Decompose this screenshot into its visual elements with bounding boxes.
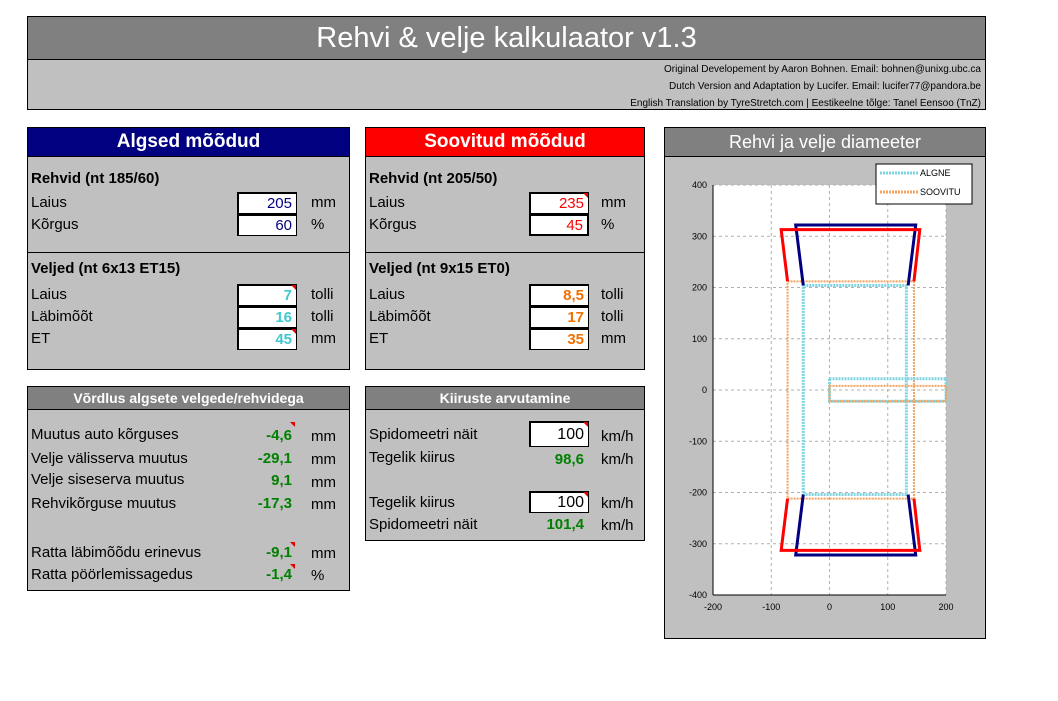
- comparison-row-unit: mm: [311, 451, 336, 468]
- x-tick-label: 200: [938, 602, 954, 612]
- comparison-row-value: -17,3: [257, 495, 292, 512]
- original-et-input[interactable]: 45: [237, 328, 297, 350]
- comment-marker-icon: [583, 492, 588, 497]
- real-speed-unit-2: km/h: [601, 495, 634, 512]
- real-speed-input[interactable]: 100: [529, 491, 589, 513]
- y-tick-label: 400: [691, 180, 707, 190]
- desired-rim-width-label: Laius: [369, 286, 405, 303]
- page-title: Rehvi & velje kalkulaator v1.3: [28, 17, 985, 60]
- original-height-label: Kõrgus: [31, 216, 79, 233]
- desired-divider: [366, 252, 644, 253]
- original-width-label: Laius: [31, 194, 67, 211]
- speedo-unit: km/h: [601, 428, 634, 445]
- original-height-unit: %: [311, 216, 325, 233]
- original-width-unit: mm: [311, 194, 336, 211]
- comparison-row-unit: mm: [311, 474, 336, 491]
- comment-marker-icon: [291, 329, 296, 334]
- legend-label-soovitud: SOOVITU: [920, 187, 961, 197]
- original-header: Algsed mõõdud: [28, 128, 349, 157]
- real-speed-label: Tegelik kiirus: [369, 449, 455, 466]
- desired-height-label: Kõrgus: [369, 216, 417, 233]
- desired-et-label: ET: [369, 330, 389, 347]
- comparison-row-unit: mm: [311, 545, 336, 562]
- desired-height-input[interactable]: 45: [529, 214, 589, 236]
- desired-tires-label: Rehvid (nt 205/50): [369, 170, 498, 187]
- desired-rim-width-unit: tolli: [601, 286, 624, 303]
- comment-marker-icon: [583, 193, 588, 198]
- comparison-row-unit: %: [311, 567, 325, 584]
- speed-panel: [365, 386, 645, 541]
- comparison-row-value: 9,1: [271, 472, 292, 489]
- comparison-row-label: Ratta pöörlemissagedus: [31, 566, 193, 583]
- desired-height-unit: %: [601, 216, 615, 233]
- comment-marker-icon: [290, 422, 295, 427]
- comparison-header: Võrdlus algsete velgede/rehvidega: [28, 387, 349, 410]
- desired-et-unit: mm: [601, 330, 626, 347]
- diameter-chart: [665, 156, 987, 640]
- original-height-input[interactable]: 60: [237, 214, 297, 236]
- title-banner: [27, 16, 986, 110]
- desired-width-label: Laius: [369, 194, 405, 211]
- comparison-row-value: -4,6: [266, 427, 292, 444]
- real-speed-value: 98,6: [554, 451, 584, 468]
- comparison-row-unit: mm: [311, 428, 336, 445]
- original-rim-diam-input[interactable]: 16: [237, 306, 297, 328]
- comparison-panel: [27, 386, 350, 591]
- desired-rim-diam-unit: tolli: [601, 308, 624, 325]
- y-tick-label: -400: [688, 590, 707, 600]
- y-tick-label: -200: [688, 487, 707, 498]
- y-tick-label: 100: [691, 333, 707, 344]
- comment-marker-icon: [291, 285, 296, 290]
- desired-panel: [365, 127, 645, 370]
- comment-marker-icon: [290, 542, 295, 547]
- y-tick-label: -300: [688, 538, 707, 549]
- comparison-row-label: Muutus auto kõrguses: [31, 426, 179, 443]
- comparison-row-value: -29,1: [257, 450, 292, 467]
- y-tick-label: 200: [691, 282, 707, 293]
- comparison-row-label: Velje siseserva muutus: [31, 471, 185, 488]
- credit-line-1: Original Developement by Aaron Bohnen. Email: bohnen@unixg.ubc.ca: [663, 64, 981, 75]
- y-tick-label: -100: [688, 436, 707, 447]
- y-tick-label: 300: [691, 231, 707, 242]
- desired-et-input[interactable]: 35: [529, 328, 589, 350]
- desired-rim-diam-input[interactable]: 17: [529, 306, 589, 328]
- speedo-label-2: Spidomeetri näit: [369, 516, 478, 533]
- original-rim-width-unit: tolli: [311, 286, 334, 303]
- original-rim-width-label: Laius: [31, 286, 67, 303]
- original-rims-label: Veljed (nt 6x13 ET15): [31, 260, 181, 277]
- comparison-row-label: Velje välisserva muutus: [31, 450, 188, 467]
- desired-width-input[interactable]: 235: [529, 192, 589, 214]
- desired-width-unit: mm: [601, 194, 626, 211]
- comparison-row-label: Ratta läbimõõdu erinevus: [31, 544, 202, 561]
- chart-legend: [876, 164, 972, 204]
- desired-header: Soovitud mõõdud: [366, 128, 644, 157]
- chart-header: Rehvi ja velje diameeter: [665, 128, 985, 157]
- original-rim-diam-unit: tolli: [311, 308, 334, 325]
- original-et-label: ET: [31, 330, 51, 347]
- original-divider: [28, 252, 349, 253]
- x-tick-label: -200: [703, 602, 723, 612]
- speedo-input[interactable]: 100: [529, 421, 589, 447]
- chart-panel: [664, 127, 986, 639]
- original-tires-label: Rehvid (nt 185/60): [31, 170, 160, 187]
- x-tick-label: 0: [826, 602, 833, 612]
- credit-line-3: English Translation by TyreStretch.com | Eestikeelne tõlge: Tanel Eensoo (TnZ): [630, 98, 981, 109]
- credit-line-2: Dutch Version and Adaptation by Lucifer. Email: lucifer77@pandora.be: [668, 81, 981, 92]
- original-panel: [27, 127, 350, 370]
- x-tick-label: 100: [880, 602, 896, 612]
- real-speed-unit: km/h: [601, 451, 634, 468]
- comparison-row-unit: mm: [311, 496, 336, 513]
- y-tick-label: 0: [701, 385, 707, 395]
- speed-header: Kiiruste arvutamine: [366, 387, 644, 410]
- real-speed-label-2: Tegelik kiirus: [369, 494, 455, 511]
- speedo-label: Spidomeetri näit: [369, 426, 478, 443]
- desired-rims-label: Veljed (nt 9x15 ET0): [369, 260, 510, 277]
- speedo-value: 101,4: [546, 516, 584, 533]
- comparison-row-value: -9,1: [266, 544, 292, 561]
- desired-rim-diam-label: Läbimõõt: [369, 308, 431, 325]
- original-et-unit: mm: [311, 330, 336, 347]
- speedo-unit-2: km/h: [601, 517, 634, 534]
- original-width-input[interactable]: 205: [237, 192, 297, 214]
- x-tick-label: -100: [762, 602, 781, 612]
- legend-label-algne: ALGNE: [920, 168, 951, 178]
- original-rim-diam-label: Läbimõõt: [31, 308, 93, 325]
- original-rim-width-input[interactable]: 7: [237, 284, 297, 306]
- desired-rim-width-input[interactable]: 8,5: [529, 284, 589, 306]
- comment-marker-icon: [583, 422, 588, 427]
- comment-marker-icon: [290, 564, 295, 569]
- comparison-row-value: -1,4: [266, 566, 292, 583]
- comparison-row-label: Rehvikõrguse muutus: [31, 495, 177, 512]
